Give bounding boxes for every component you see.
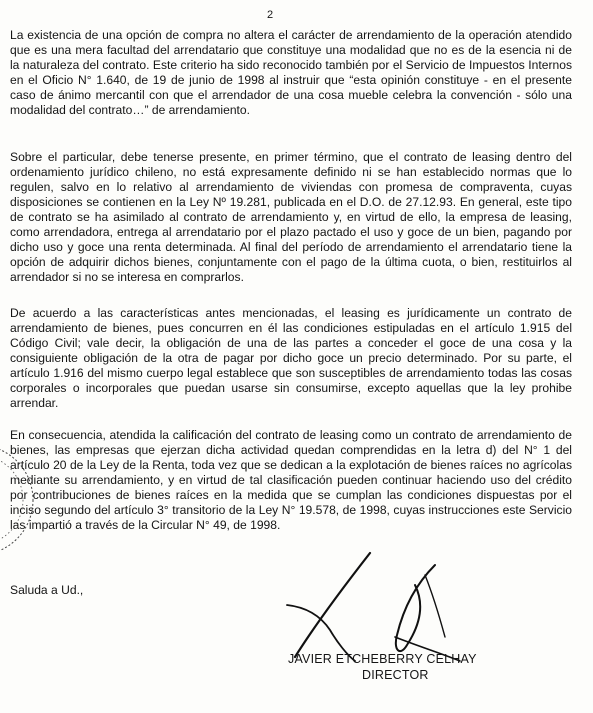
paragraph-leasing-definition: Sobre el particular, debe tenerse presente, en primer término, que el contrato de leasing dentro del ordenamiento jurídico chileno, no está expresamente definido ni se han establecido normas que lo regulen, salvo en lo relativo al arrendamiento de viviendas con promesa de compraventa, cuyas disposiciones se contienen en la Ley Nº 19.281, publicada en el D.O. de 27.12.93. En general, este tipo de contrato se ha asimilado al contrato de arrendamiento y, en virtud de ello, la empresa de leasing, como arrendadora, entrega al arrendatario por el plazo pactado el uso y goce de un bien, pagando por dicho uso y goce una renta determinada. Al final del período de arrendamiento el arrendatario tiene la opción de adquirir dichos bienes, conjuntamente con el pago de la última cuota, o bien, restituirlos al arrendador si no se interesa en comprarlos. bbox=[10, 150, 572, 284]
closing-greeting: Saluda a Ud., bbox=[10, 583, 84, 597]
paragraph-civil-code: De acuerdo a las características antes mencionadas, el leasing es jurídicamente un contrato de arrendamiento de bienes, pues concurren en él las condiciones estipuladas en el artículo 1.915 del Código Civil; vale decir, la obligación de una de las partes a conceder el goce de una cosa y la consiguiente obligación de la otra de pagar por dicho goce un precio determinado. Por su parte, el artículo 1.916 del mismo cuerpo legal establece que son susceptibles de arrendamiento todas las cosas corporales o incorporales que puedan usarse sin consumirse, excepto aquellas que la ley prohibe arrendar. bbox=[10, 306, 572, 410]
signer-name: JAVIER ETCHEBERRY CELHAY bbox=[288, 652, 477, 666]
paragraph-conclusion: En consecuencia, atendida la calificación del contrato de leasing como un contrato de arrendamiento de bienes, las empresas que ejerzan dicha actividad quedan comprendidas en la letra d) del N° 1 del artículo 20 de la Ley de la Renta, toda vez que se dedican a la explotación de bienes raíces no agrícolas mediante su arrendamiento, y en virtud de tal clasificación pueden continuar haciendo uso del crédito por contribuciones de bienes raíces en la medida que se cumplan las condiciones dispuestas por el inciso segundo del artículo 3° transitorio de la Ley N° 19.578, de 1998, cuyas instrucciones este Servicio las impartió a través de la Circular N° 49, de 1998. bbox=[10, 428, 572, 532]
page-number: 2 bbox=[266, 9, 274, 21]
paragraph-purchase-option: La existencia de una opción de compra no altera el carácter de arrendamiento de la operación atendido que es una mera facultad del arrendatario que constituye una modalidad que no es de la esencia ni de la naturaleza del contrato. Este criterio ha sido reconocido también por el Servicio de Impuestos Internos en el Oficio N° 1.640, de 19 de junio de 1998 al instruir que “esta opinión constituye - en el presente caso de ánimo mercantil con que el arrendador de una cosa mueble celebra la convención - sólo una modalidad del contrato…” de arrendamiento. bbox=[10, 28, 572, 117]
official-stamp bbox=[0, 440, 38, 560]
signer-title: DIRECTOR bbox=[362, 668, 429, 682]
